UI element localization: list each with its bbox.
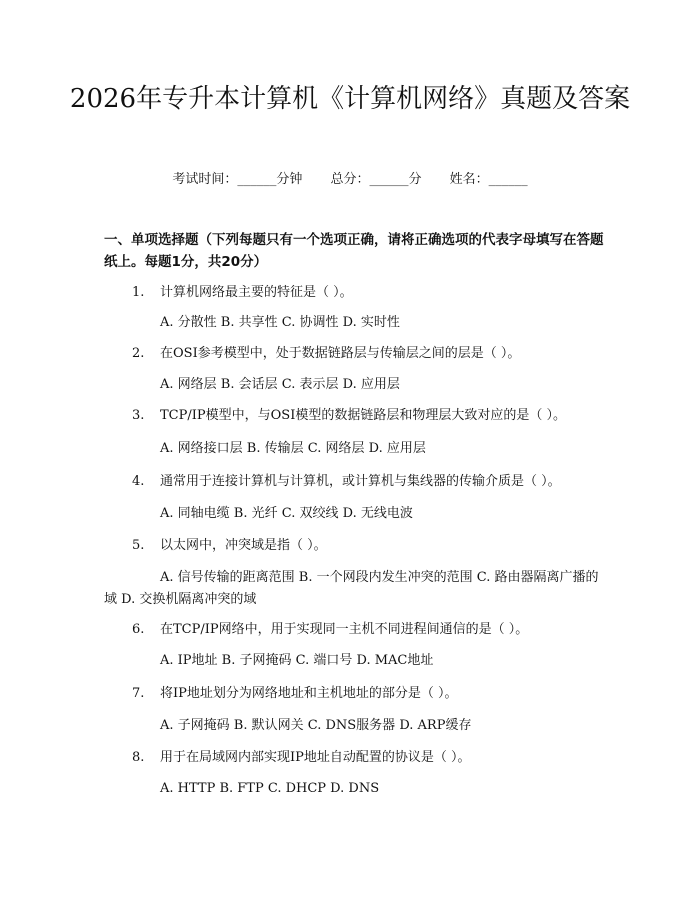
question-8: 8. 用于在局域网内部实现IP地址自动配置的协议是（ ）。 <box>132 750 471 765</box>
options-8: A. HTTP B. FTP C. DHCP D. DNS <box>160 781 380 796</box>
options-4: A. 同轴电缆 B. 光纤 C. 双绞线 D. 无线电波 <box>160 506 413 521</box>
document-title: 2026年专升本计算机《计算机网络》真题及答案 <box>69 84 631 114</box>
section-heading: 一、单项选择题（下列每题只有一个选项正确，请将正确选项的代表字母填写在答题纸上。每题1分，共20分） <box>104 232 604 270</box>
options-1: A. 分散性 B. 共享性 C. 协调性 D. 实时性 <box>160 315 400 330</box>
question-1: 1. 计算机网络最主要的特征是（ ）。 <box>132 285 353 300</box>
options-3: A. 网络接口层 B. 传输层 C. 网络层 D. 应用层 <box>160 441 426 456</box>
exam-score: 总分：______分 <box>330 172 422 187</box>
question-3: 3. TCP/IP模型中，与OSI模型的数据链路层和物理层大致对应的是（ ）。 <box>132 408 566 423</box>
question-2: 2. 在OSI参考模型中，处于数据链路层与传输层之间的层是（ ）。 <box>132 346 521 361</box>
exam-name: 姓名：______ <box>449 172 528 187</box>
question-5: 5. 以太网中，冲突域是指（ ）。 <box>132 538 327 553</box>
options-2: A. 网络层 B. 会话层 C. 表示层 D. 应用层 <box>160 377 400 392</box>
question-7: 7. 将IP地址划分为网络地址和主机地址的部分是（ ）。 <box>132 686 458 701</box>
options-6: A. IP地址 B. 子网掩码 C. 端口号 D. MAC地址 <box>160 653 434 668</box>
options-7: A. 子网掩码 B. 默认网关 C. DNS服务器 D. ARP缓存 <box>160 718 472 733</box>
exam-meta <box>0 170 700 190</box>
question-4: 4. 通常用于连接计算机与计算机，或计算机与集线器的传输介质是（ ）。 <box>132 474 561 489</box>
question-6: 6. 在TCP/IP网络中，用于实现同一主机不同进程间通信的是（ ）。 <box>132 622 529 637</box>
options-5: A. 信号传输的距离范围 B. 一个网段内发生冲突的范围 C. 路由器隔离广播的域 D. 交换机隔离冲突的域 <box>104 570 599 607</box>
exam-time: 考试时间：______分钟 <box>172 172 303 187</box>
